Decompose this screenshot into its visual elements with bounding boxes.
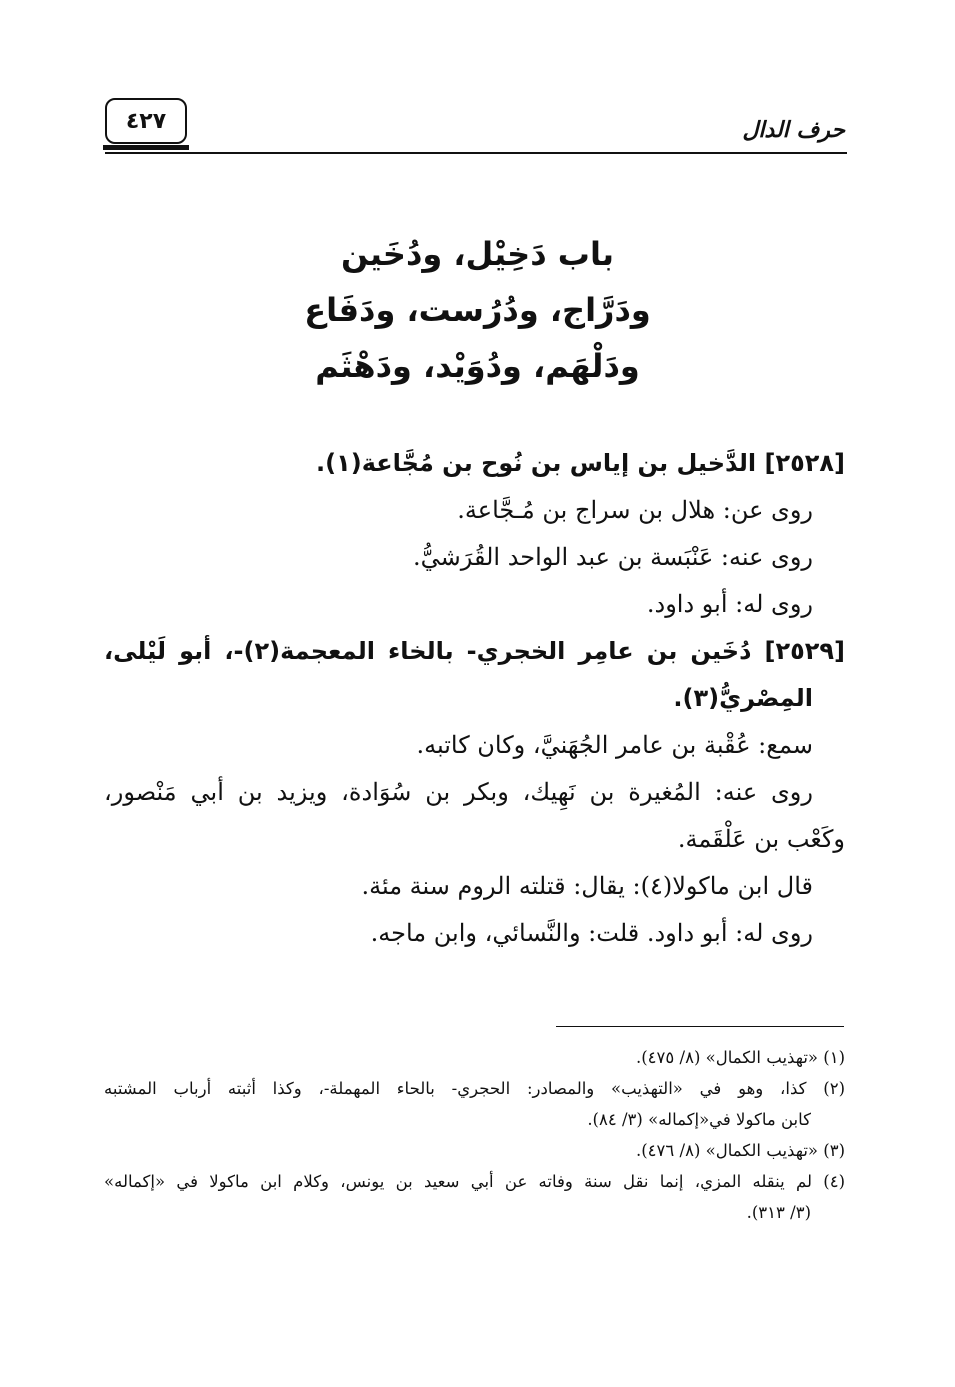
footnote-rule — [556, 1026, 844, 1027]
entry-2529-line-1: سمع: عُقْبة بن عامر الجُهَنيَّ، وكان كاتبه. — [416, 731, 813, 759]
chapter-title-line-3: ودَلْهَم، ودُوَيْد، ودَهْثَم — [315, 347, 640, 385]
footnote-4: (٤) لم ينقله المزي، إنما نقل سنة وفاته عن أبي سعيد بن يونس، وكلام ابن ماكولا في «إكماله» — [104, 1172, 845, 1191]
running-header-title: حرف الدال — [742, 118, 845, 143]
footnote-2-cont: كابن ماكولا في«إكماله» (٣/ ٨٤). — [587, 1110, 811, 1129]
footnote-3: (٣) «تهذيب الكمال» (٨/ ٤٧٦). — [635, 1141, 845, 1160]
entry-2529-line-5: روى له: أبو داود. قلت: والنَّسائي، وابن ماجه. — [370, 919, 813, 947]
entry-2529-line-3: وكَعْب بن عَلْقَمة. — [677, 825, 845, 853]
header-rule — [105, 152, 847, 154]
entry-2528-line-2: روى عنه: عَنْبَسة بن عبد الواحد القُرَشيُّ. — [412, 543, 813, 571]
footnote-2: (٢) كذا، وهو في «التهذيب» والمصادر: الحجري- بالحاء المهملة-، وكذا أثبته أرباب المشتبه — [104, 1079, 845, 1098]
chapter-title-line-2: ودَرَّاج، ودُرُست، ودَفَاع — [304, 291, 651, 329]
entry-2528-line-1: روى عن: هلال بن سراج بن مُـجَّاعة. — [457, 496, 813, 524]
entry-2529-heading: [٢٥٢٩] دُخَين بن عامِر الخجري- بالخاء المعجمة(٢)-، أبو لَيْلى، — [104, 637, 846, 665]
entry-2528-line-3: روى له: أبو داود. — [646, 590, 813, 618]
footnote-1: (١) «تهذيب الكمال» (٨/ ٤٧٥). — [635, 1048, 845, 1067]
chapter-title — [120, 226, 835, 394]
entry-2529-heading-cont: المِصْريُّ(٣). — [673, 684, 813, 712]
chapter-title-line-1: باب دَخِيْل، ودُخَين — [341, 235, 614, 273]
main-text — [104, 440, 845, 957]
footnote-4-cont: (٣/ ٣١٣). — [746, 1203, 811, 1222]
page-number-box: ٤٢٧ — [105, 98, 187, 144]
entry-2529-line-2: روى عنه: المُغيرة بن نَهِيك، وبكر بن سُوَادة، ويزيد بن أبي مَنْصور، — [104, 778, 813, 806]
footnotes — [104, 1042, 845, 1228]
entry-2528-heading: [٢٥٢٨] الدَّخيل بن إياس بن نُوح بن مُجَّاعة(١). — [315, 449, 845, 477]
entry-2529-line-4: قال ابن ماكولا(٤): يقال: قتلته الروم سنة مئة. — [361, 872, 813, 900]
